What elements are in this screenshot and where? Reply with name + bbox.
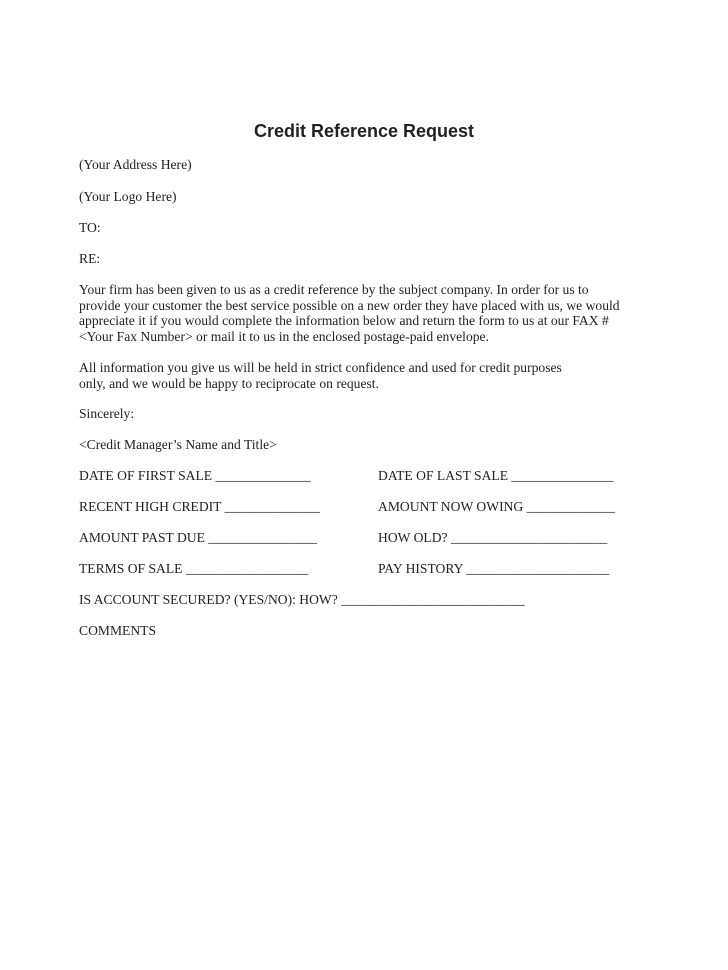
paragraph2-line: All information you give us will be held in strict confidence and used for credit purposes xyxy=(79,360,562,375)
to-line: TO: xyxy=(79,220,101,235)
signer: <Credit Manager’s Name and Title> xyxy=(79,437,277,452)
re-line: RE: xyxy=(79,251,101,266)
paragraph1-line: Your firm has been given to us as a credit reference by the subject company. In order for us to xyxy=(79,282,589,297)
paragraph1-line: provide your customer the best service possible on a new order they have placed with us, we would xyxy=(79,297,620,313)
paragraph2-line: only, and we would be happy to reciprocate on request. xyxy=(79,375,379,391)
comments-label: COMMENTS xyxy=(79,623,157,638)
field-amount-past-due[interactable]: AMOUNT PAST DUE ________________ xyxy=(79,530,318,545)
paragraph1-line: <Your Fax Number> or mail it to us in the enclosed postage-paid envelope. xyxy=(79,328,489,344)
document-title: Credit Reference Request xyxy=(253,121,475,141)
field-how-old[interactable]: HOW OLD? _______________________ xyxy=(378,530,608,545)
field-pay-history[interactable]: PAY HISTORY _____________________ xyxy=(378,561,610,576)
closing: Sincerely: xyxy=(79,406,135,421)
paragraph1-line: appreciate it if you would complete the information below and return the form to us at our FAX # xyxy=(79,313,609,328)
field-date-first-sale[interactable]: DATE OF FIRST SALE ______________ xyxy=(79,468,311,483)
field-terms-of-sale[interactable]: TERMS OF SALE __________________ xyxy=(79,561,309,576)
field-account-secured[interactable]: IS ACCOUNT SECURED? (YES/NO): HOW? ___________________________ xyxy=(79,592,525,607)
field-date-last-sale[interactable]: DATE OF LAST SALE _______________ xyxy=(378,468,614,483)
field-recent-high-credit[interactable]: RECENT HIGH CREDIT ______________ xyxy=(79,499,320,514)
field-amount-now-owing[interactable]: AMOUNT NOW OWING _____________ xyxy=(378,499,615,514)
logo-placeholder: (Your Logo Here) xyxy=(79,189,177,204)
address-placeholder: (Your Address Here) xyxy=(79,157,192,172)
